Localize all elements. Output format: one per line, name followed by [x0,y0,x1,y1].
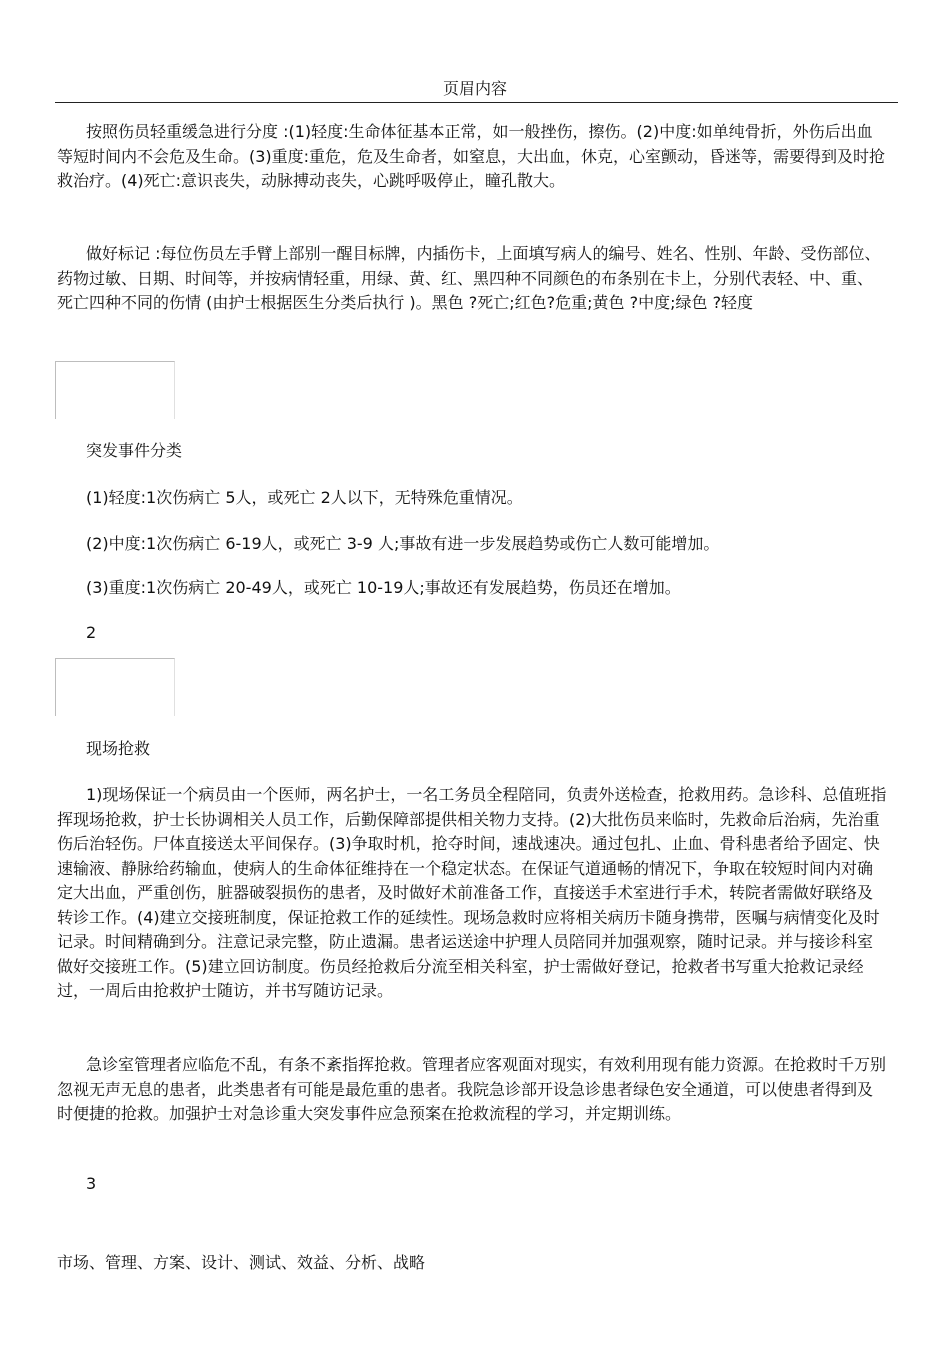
classification-item-moderate: (2)中度:1次伤病亡 6-19人，或死亡 3-9 人;事故有进一步发展趋势或伤亡人数可能增加。 [86,534,720,553]
paragraph-marking: 做好标记 :每位伤员左手臂上部别一醒目标牌，内插伤卡，上面填写病人的编号、姓名、性别、年龄、受伤部位、药物过敏、日期、时间等，并按病情轻重，用绿、黄、红、黑四种不同颜色的布条别在卡上，分别代表轻、中、重、死亡四种不同的伤情 (由护士根据医生分类后执行 )。黑色 ?死亡;红色?危重;黄色 ?中度;绿色 ?轻度 [57,244,881,312]
page-number: 2 [86,623,97,642]
paragraph-onsite-rescue: 1)现场保证一个病员由一个医师，两名护士，一名工务员全程陪同，负责外送检查，抢救用药。急诊科、总值班指挥现场抢救，护士长协调相关人员工作，后勤保障部提供相关物力支持。(2)大批伤员来临时，先救命后治病，先治重伤后治轻伤。尸体直接送太平间保存。(3)争取时机，抢夺时间，速战速决。通过包扎、止血、骨科患者给予固定、快速输液、静脉给药输血，使病人的生命体征维持在一个稳定状态。在保证气道通畅的情况下，争取在较短时间内对确定大出血，严重创伤，脏器破裂损伤的患者，及时做好术前准备工作，直接送手术室进行手术，转院者需做好联络及转诊工作。(4)建立交接班制度，保证抢救工作的延续性。现场急救时应将相关病历卡随身携带，医嘱与病情变化及时记录。时间精确到分。注意记录完整，防止遗漏。患者运送途中护理人员陪同并加强观察，随时记录。并与接诊科室做好交接班工作。(5)建立回访制度。伤员经抢救后分流至相关科室，护士需做好登记，抢救者书写重大抢救记录经过，一周后由抢救护士随访，并书写随访记录。 [57,785,887,1000]
header-divider [55,102,898,103]
paragraph-triage-grading: 按照伤员轻重缓急进行分度 :(1)轻度:生命体征基本正常，如一般挫伤，擦伤。(2)中度:如单纯骨折，外伤后出血等短时间内不会危及生命。(3)重度:重危，危及生命者，如窒息，大出血，休克，心室颤动，昏迷等，需要得到及时抢救治疗。(4)死亡:意识丧失，动脉搏动丧失，心跳呼吸停止，瞳孔散大。 [57,122,886,190]
image-placeholder-1 [55,361,175,419]
image-placeholder-2 [55,658,175,716]
page-number: 3 [86,1174,97,1193]
section-title-onsite-rescue: 现场抢救 [86,739,151,758]
footer-keywords: 市场、管理、方案、设计、测试、效益、分析、战略 [57,1253,426,1272]
classification-item-mild: (1)轻度:1次伤病亡 5人，或死亡 2人以下，无特殊危重情况。 [86,488,523,507]
section-title-event-classification: 突发事件分类 [86,441,183,460]
page-header-title: 页眉内容 [442,79,507,98]
paragraph-management: 急诊室管理者应临危不乱，有条不紊指挥抢救。管理者应客观面对现实，有效利用现有能力资源。在抢救时千万别忽视无声无息的患者，此类患者有可能是最危重的患者。我院急诊部开设急诊患者绿色安全通道，可以使患者得到及时便捷的抢救。加强护士对急诊重大突发事件应急预案在抢救流程的学习，并定期训练。 [57,1055,887,1123]
classification-item-severe: (3)重度:1次伤病亡 20-49人，或死亡 10-19人;事故还有发展趋势，伤员还在增加。 [86,578,681,597]
